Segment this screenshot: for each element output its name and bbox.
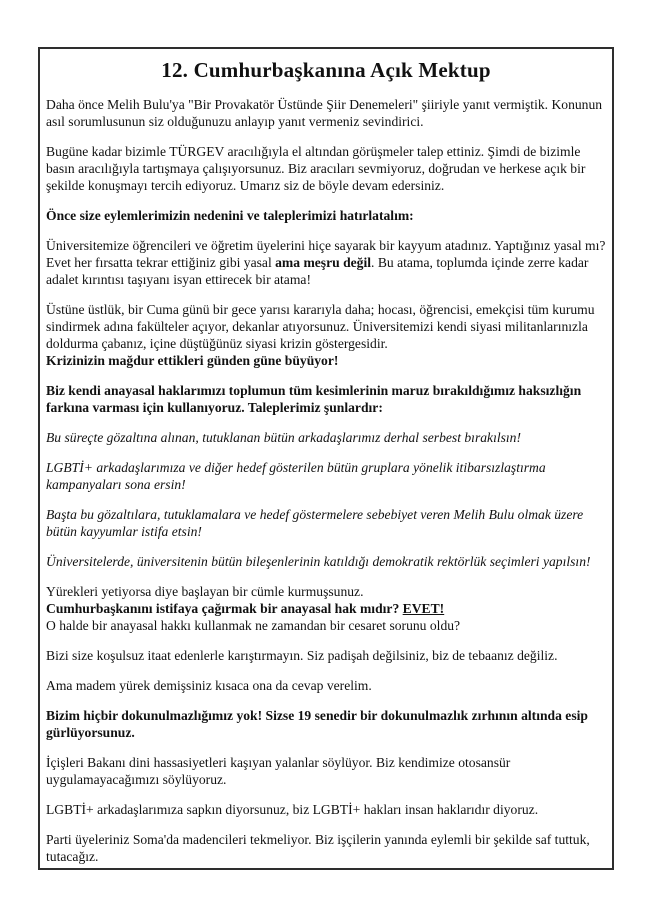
paragraph	[46, 237, 606, 288]
paragraph	[46, 677, 606, 694]
letter-title: 12. Cumhurbaşkanına Açık Mektup	[161, 58, 491, 82]
text-run: Bizim hiçbir dokunulmazlığımız yok! Sizse 19 senedir bir dokunulmazlık zırhının altında esip gürlüyorsunuz.	[46, 708, 588, 740]
paragraph	[46, 429, 606, 446]
text-run: LGBTİ+ arkadaşlarımıza ve diğer hedef gösterilen bütün gruplara yönelik itibarsızlaştırma kampanyaları sona ersin!	[46, 460, 546, 492]
text-run: Parti üyeleriniz Soma'da madencileri tekmeliyor. Biz işçilerin yanında eylemli bir şekilde saf tuttuk, tutacağız.	[46, 832, 590, 864]
paragraph	[46, 647, 606, 664]
paragraph	[46, 754, 606, 788]
text-run: Bu süreçte gözaltına alınan, tutuklanan bütün arkadaşlarımız derhal serbest bırakılsın!	[46, 430, 522, 445]
text-run: Ama madem yürek demişsiniz kısaca ona da cevap verelim.	[46, 678, 372, 693]
paragraph	[46, 207, 606, 224]
paragraph	[46, 301, 606, 369]
paragraph	[46, 382, 606, 416]
paragraph	[46, 553, 606, 570]
text-run: Bugüne kadar bizimle TÜRGEV aracılığıyla el altından görüşmeler talep ettiniz. Şimdi de bizimle basın aracılığıyla tartışmaya çalışıyorsunuz. Biz aracıları sevmiyoruz, doğrudan ve herkese açık bir şekilde konuşmayı tercih ediyoruz. Umarız siz de böyle devam edersiniz.	[46, 144, 586, 193]
text-run: Cumhurbaşkanını istifaya çağırmak bir anayasal hak mıdır?	[46, 601, 403, 616]
text-run: Krizinizin mağdur ettikleri günden güne büyüyor!	[46, 353, 339, 368]
text-run: Yürekleri yetiyorsa diye başlayan bir cümle kurmuşsunuz.	[46, 584, 364, 599]
text-run: LGBTİ+ arkadaşlarımıza sapkın diyorsunuz, biz LGBTİ+ hakları insan haklarıdır diyoruz.	[46, 802, 539, 817]
text-run: Üstüne üstlük, bir Cuma günü bir gece yarısı kararıyla daha; hocası, öğrencisi, emekçisi tüm kurumu sindirmek adına fakülteler açıyor, dekanlar atıyorsunuz. Üniversitemizi kendi siyasi militanlarınızla doldurma çabanız, içine düştüğünüz siyasi krizin göstergesidir.	[46, 302, 595, 351]
text-run: Daha önce Melih Bulu'ya "Bir Provakatör Üstünde Şiir Denemeleri" şiiriyle yanıt vermiştik. Konunun asıl sorumlusunun siz olduğunuzu anlayıp yanıt vermeniz sevindirici.	[46, 97, 603, 129]
paragraph	[46, 143, 606, 194]
text-run: Üniversitemize öğrencileri ve öğretim üyelerini hiçe sayarak bir kayyum atadınız. Yaptığınız yasal mı? Evet her fırsatta tekrar ettiğiniz gibi yasal	[46, 238, 606, 270]
text-run: Bizi size koşulsuz itaat edenlerle karıştırmayın. Siz padişah değilsiniz, biz de tebaanız değiliz.	[46, 648, 558, 663]
text-run: EVET!	[402, 601, 445, 616]
text-run: Başta bu gözaltılara, tutuklamalara ve hedef göstermelere sebebiyet veren Melih Bulu olmak üzere bütün kayyumlar istifa etsin!	[46, 507, 584, 539]
text-run: O halde bir anayasal hakkı kullanmak ne zamandan bir cesaret sorunu oldu?	[46, 618, 461, 633]
letter-frame	[38, 47, 614, 870]
paragraph	[46, 831, 606, 865]
text-run: . Bu atama, toplumda içinde zerre kadar adalet kırıntısı taşıyanı isyan ettirecek bir atama!	[46, 255, 589, 287]
text-run: Önce size eylemlerimizin nedenini ve taleplerimizi hatırlatalım:	[46, 208, 414, 223]
paragraph	[46, 96, 606, 130]
letter-body	[46, 96, 606, 865]
paragraph	[46, 583, 606, 634]
text-run: Biz kendi anayasal haklarımızı toplumun tüm kesimlerinin maruz bırakıldığımız haksızlığın farkına varması için kullanıyoruz. Taleplerimiz şunlardır:	[46, 383, 582, 415]
text-run: ama meşru değil	[275, 255, 372, 270]
paragraph	[46, 459, 606, 493]
paragraph	[46, 801, 606, 818]
paragraph	[46, 707, 606, 741]
text-run: Üniversitelerde, üniversitenin bütün bileşenlerinin katıldığı demokratik rektörlük seçimleri yapılsın!	[46, 554, 591, 569]
text-run: İçişleri Bakanı dini hassasiyetleri kaşıyan yalanlar söylüyor. Biz kendimize otosansür uygulamayacağımızı söylüyoruz.	[46, 755, 511, 787]
paragraph	[46, 506, 606, 540]
